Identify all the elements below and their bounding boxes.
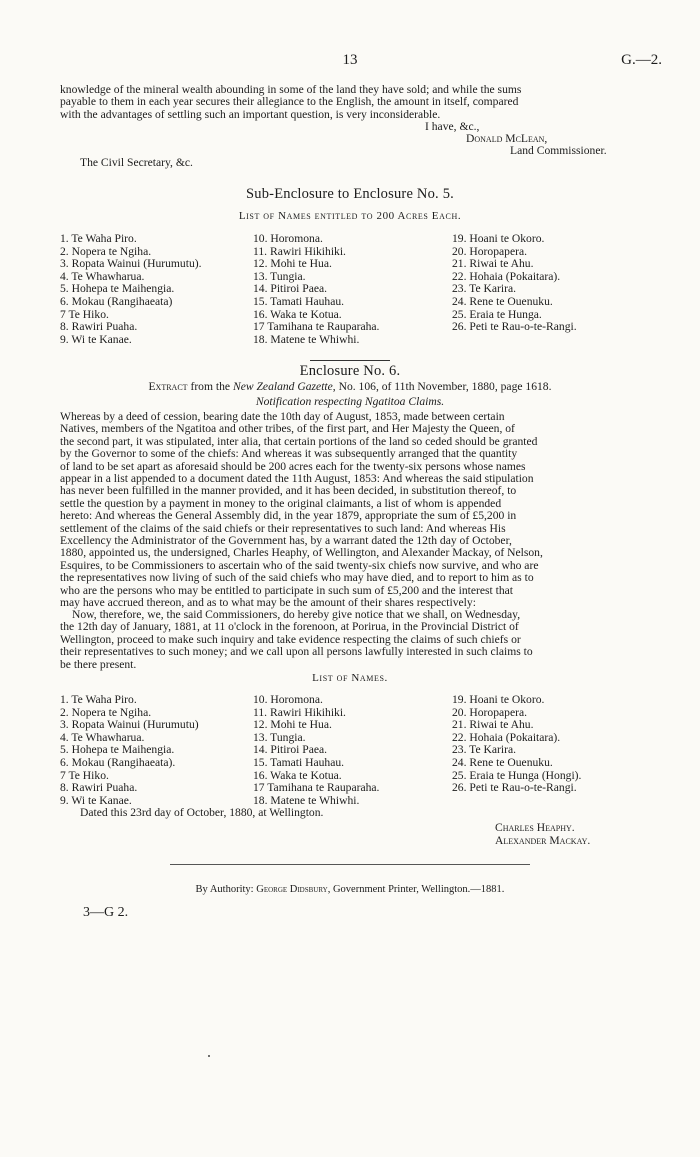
list-item: 5. Hohepa te Maihengia. — [60, 743, 175, 757]
names-column-1 — [60, 233, 202, 346]
text-line: has never been fulfilled in the manner provided, and it has been decided, in substitution thereof, to — [60, 484, 517, 498]
list-item: 16. Waka te Kotua. — [253, 307, 342, 321]
list-item: 21. Riwai te Ahu. — [452, 718, 534, 732]
text-line: Excellency the Administrator of the Government has, by a warrant dated the 12th day of October, — [60, 534, 512, 548]
list-item: 5. Hohepa te Maihengia. — [60, 282, 175, 296]
printer-imprint — [0, 884, 700, 895]
text-line: the 12th day of January, 1881, at 11 o'clock in the forenoon, at Porirua, in the Provincial District of — [60, 620, 519, 634]
list-item: 25. Eraia te Hunga (Hongi). — [452, 768, 582, 782]
text-line: of land to be set apart as aforesaid should be 200 acres each for the twenty-six persons whose names — [60, 459, 526, 473]
list-item: 12. Mohi te Hua. — [253, 257, 332, 271]
salutation: I have, &c., — [425, 120, 480, 133]
list-item: 17 Tamihana te Rauparaha. — [253, 781, 380, 795]
list-item: 12. Mohi te Hua. — [253, 718, 332, 732]
text-line: by the Governor to some of the chiefs: And whereas it was subsequently arranged that the quantity — [60, 447, 518, 461]
list-item: 13. Tungia. — [253, 269, 306, 283]
list-item: 4. Te Whawharua. — [60, 730, 145, 744]
text-line: Esquires, to be Commissioners to ascertain who of the said twenty-six chiefs now survive, and who are — [60, 558, 539, 572]
list-item: 3. Ropata Wainui (Hurumutu). — [60, 257, 202, 271]
list-item: 15. Tamati Hauhau. — [253, 294, 345, 308]
sub-enclosure-title: Sub-Enclosure to Enclosure No. 5. — [246, 186, 454, 202]
list-item: 7 Te Hiko. — [60, 768, 109, 782]
list-item: 21. Riwai te Ahu. — [452, 257, 534, 271]
notice-paragraph-2 — [60, 609, 533, 671]
list-item: 1. Te Waha Piro. — [60, 232, 137, 245]
text-line: Wellington, proceed to make such inquiry and take evidence respecting the claims of such chiefs or — [60, 632, 521, 646]
text-line: Whereas by a deed of cession, bearing date the 10th day of August, 1853, made between certain — [60, 410, 505, 423]
list-item: 24. Rene te Ouenuku. — [452, 755, 553, 769]
section-divider — [310, 360, 390, 361]
notification-heading: Notification respecting Ngatitoa Claims. — [255, 395, 445, 408]
list-item: 2. Nopera te Ngiha. — [60, 244, 152, 258]
enclosure-6-names-list — [60, 694, 650, 814]
list-item: 22. Hohaia (Pokaitara). — [452, 269, 561, 283]
signature-name: Donald McLean, — [466, 132, 548, 145]
sub-enclosure-names-list — [60, 233, 640, 353]
text-line: the second part, it was stipulated, inter alia, that certain portions of the land so ceded should be granted — [60, 434, 538, 448]
list-item: 18. Matene te Whiwhi. — [253, 793, 360, 807]
list-item: 7 Te Hiko. — [60, 307, 109, 321]
extract-details: , No. 106, of 11th November, 1880, page 1618. — [332, 380, 552, 393]
text-line: Now, therefore, we, the said Commissioners, do hereby give notice that we shall, on Wednesday, — [72, 608, 521, 621]
names-list-heading: List of Names. — [312, 672, 388, 684]
list-item: 19. Hoani te Okoro. — [452, 693, 545, 706]
list-item: 2. Nopera te Ngiha. — [60, 705, 152, 719]
list-item: 1. Te Waha Piro. — [60, 693, 137, 706]
footer-reference: 3—G 2. — [83, 905, 129, 920]
notice-paragraph-1 — [60, 411, 543, 610]
signature-title: Land Commissioner. — [510, 144, 607, 157]
text-line: appear in a list appended to a document dated the 11th August, 1853: And whereas the said stipulation — [60, 472, 534, 486]
list-item: 11. Rawiri Hikihiki. — [253, 244, 346, 258]
names-column-2 — [253, 694, 379, 807]
page-number: 13 — [342, 52, 358, 68]
text-line: may have accrued thereon, and as to what may be the amount of their shares respectively: — [60, 596, 476, 610]
imprint-rule — [170, 864, 530, 865]
list-item: 22. Hohaia (Pokaitara). — [452, 730, 561, 744]
text-line: their representatives to such money; and we call upon all persons lawfully interested in such claims to — [60, 645, 533, 659]
sub-enclosure-list-heading: List of Names entitled to 200 Acres Each. — [238, 210, 462, 222]
text-line: settle the question by a payment in money to the original claimants, a list of whom is appended — [60, 496, 502, 510]
gazette-name: New Zealand Gazette — [232, 380, 333, 393]
extract-prefix: Extract — [148, 380, 188, 393]
names-column-3 — [452, 233, 577, 334]
list-item: 9. Wi te Kanae. — [60, 793, 132, 807]
text-line: 1880, appointed us, the undersigned, Charles Heaphy, of Wellington, and Alexander Mackay, of Nelson, — [60, 546, 543, 560]
list-item: 24. Rene te Ouenuku. — [452, 294, 553, 308]
list-item: 10. Horomona. — [253, 232, 323, 245]
signature-alexander-mackay: Alexander Mackay. — [495, 834, 591, 847]
list-item: 18. Matene te Whiwhi. — [253, 332, 360, 346]
list-item: 17 Tamihana te Rauparaha. — [253, 320, 380, 334]
signature-charles-heaphy: Charles Heaphy. — [495, 821, 575, 834]
imprint-suffix: , Government Printer, Wellington.—1881. — [327, 884, 505, 895]
imprint-prefix: By Authority: — [195, 884, 257, 895]
text-line: be there present. — [60, 657, 137, 671]
text-line: payable to them in each year secures their allegiance to the English, the amount in itself, compared — [60, 95, 519, 109]
names-column-1 — [60, 694, 199, 807]
dated-line: Dated this 23rd day of October, 1880, at Wellington. — [80, 806, 324, 819]
document-reference: G.—2. — [621, 52, 662, 68]
list-item: 25. Eraia te Hunga. — [452, 307, 542, 321]
list-item: 13. Tungia. — [253, 730, 306, 744]
list-item: 8. Rawiri Puaha. — [60, 781, 138, 795]
extract-line — [0, 380, 700, 393]
text-line: settlement of the claims of the said chiefs or their representatives to such land: And whereas His — [60, 521, 506, 535]
list-item: 23. Te Karira. — [452, 282, 517, 296]
list-item: 3. Ropata Wainui (Hurumutu) — [60, 718, 199, 732]
list-item: 10. Horomona. — [253, 693, 323, 706]
list-item: 14. Pitiroi Paea. — [253, 282, 328, 296]
speck-mark — [208, 1055, 210, 1057]
printer-name: George Didsbury — [256, 884, 328, 895]
list-item: 6. Mokau (Rangihaeata). — [60, 755, 176, 769]
letter-closing-paragraph — [60, 84, 521, 121]
list-item: 9. Wi te Kanae. — [60, 332, 132, 346]
enclosure-6-title: Enclosure No. 6. — [299, 363, 401, 379]
list-item: 11. Rawiri Hikihiki. — [253, 705, 346, 719]
list-item: 4. Te Whawharua. — [60, 269, 145, 283]
list-item: 20. Horopapera. — [452, 705, 528, 719]
list-item: 14. Pitiroi Paea. — [253, 743, 328, 757]
addressee: The Civil Secretary, &c. — [80, 156, 193, 169]
list-item: 8. Rawiri Puaha. — [60, 320, 138, 334]
list-item: 19. Hoani te Okoro. — [452, 232, 545, 245]
list-item: 20. Horopapera. — [452, 244, 528, 258]
list-item: 15. Tamati Hauhau. — [253, 755, 345, 769]
text-line: Natives, members of the Ngatitoa and other tribes, of the first part, and Her Majesty the Queen, of — [60, 422, 515, 436]
list-item: 16. Waka te Kotua. — [253, 768, 342, 782]
names-column-2 — [253, 233, 379, 346]
names-column-3 — [452, 694, 581, 795]
list-item: 26. Peti te Rau-o-te-Rangi. — [452, 781, 577, 795]
text-line: knowledge of the mineral wealth abounding in some of the land they have sold; and while the sums — [60, 83, 522, 96]
text-line: who are the persons who may be entitled to participate in such sum of £5,200 and the interest that — [60, 583, 514, 597]
text-line: with the advantages of settling such an important question, is very inconsiderable. — [60, 107, 441, 121]
text-line: the representatives now living of such of the said chiefs who may have died, and to report to him as to — [60, 571, 534, 585]
text-line: hereto: And whereas the General Assembly did, in the year 1879, appropriate the sum of £5,200 in — [60, 509, 517, 523]
list-item: 23. Te Karira. — [452, 743, 517, 757]
extract-from: from the — [187, 380, 233, 393]
list-item: 6. Mokau (Rangihaeata) — [60, 294, 173, 308]
list-item: 26. Peti te Rau-o-te-Rangi. — [452, 320, 577, 334]
